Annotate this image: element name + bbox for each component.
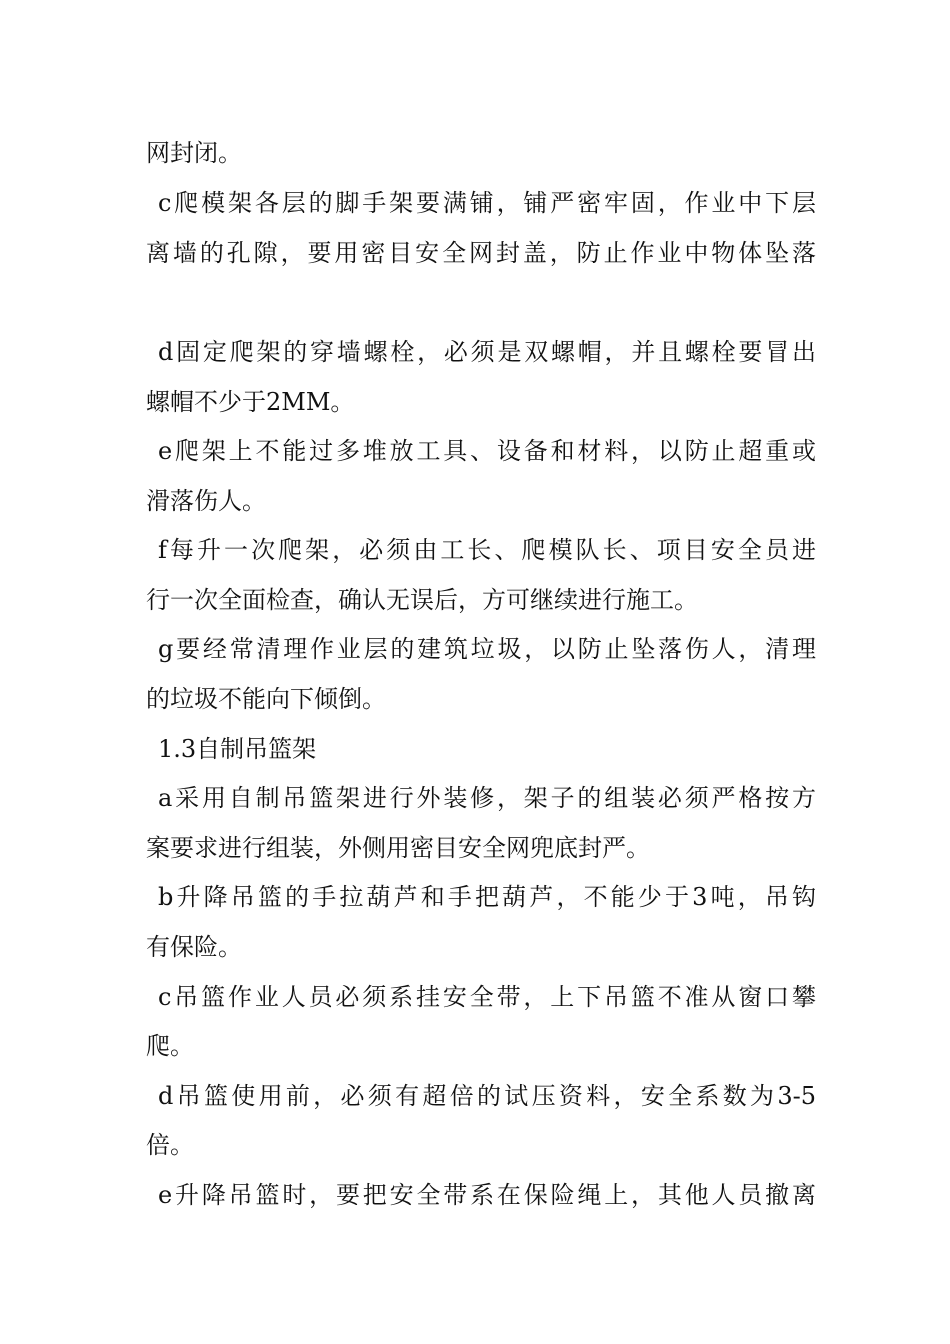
text-line: 有保险。 — [146, 933, 242, 961]
text-line: c吊篮作业人员必须系挂安全带，上下吊篮不准从窗口攀 — [158, 983, 816, 1011]
text-line: f每升一次爬架，必须由工长、爬模队长、项目安全员进 — [158, 536, 816, 564]
text-line: e爬架上不能过多堆放工具、设备和材料，以防止超重或 — [158, 437, 816, 465]
text-line: 滑落伤人。 — [146, 487, 266, 515]
text-line: 爬。 — [146, 1032, 194, 1060]
text-line: e升降吊篮时，要把安全带系在保险绳上，其他人员撤离 — [158, 1181, 816, 1209]
text-line: a采用自制吊篮架进行外装修，架子的组装必须严格按方 — [158, 784, 816, 812]
text-line: 行一次全面检查，确认无误后，方可继续进行施工。 — [146, 586, 698, 614]
text-line: 案要求进行组装，外侧用密目安全网兜底封严。 — [146, 834, 650, 862]
text-line: 倍。 — [146, 1131, 194, 1159]
text-line: 的垃圾不能向下倾倒。 — [146, 685, 386, 713]
text-line: 网封闭。 — [146, 139, 242, 167]
text-line: d固定爬架的穿墙螺栓，必须是双螺帽，并且螺栓要冒出 — [158, 338, 816, 366]
section-heading: 1.3自制吊篮架 — [158, 735, 317, 763]
text-line: c爬模架各层的脚手架要满铺，铺严密牢固，作业中下层 — [158, 189, 816, 217]
text-line: 螺帽不少于2MM。 — [146, 388, 355, 416]
text-line: d吊篮使用前，必须有超倍的试压资料，安全系数为3-5 — [158, 1082, 816, 1110]
text-line: 离墙的孔隙，要用密目安全网封盖，防止作业中物体坠落 — [146, 239, 816, 267]
text-line: g要经常清理作业层的建筑垃圾，以防止坠落伤人，清理 — [158, 635, 816, 663]
text-line: b升降吊篮的手拉葫芦和手把葫芦，不能少于3吨，吊钩 — [158, 883, 816, 911]
